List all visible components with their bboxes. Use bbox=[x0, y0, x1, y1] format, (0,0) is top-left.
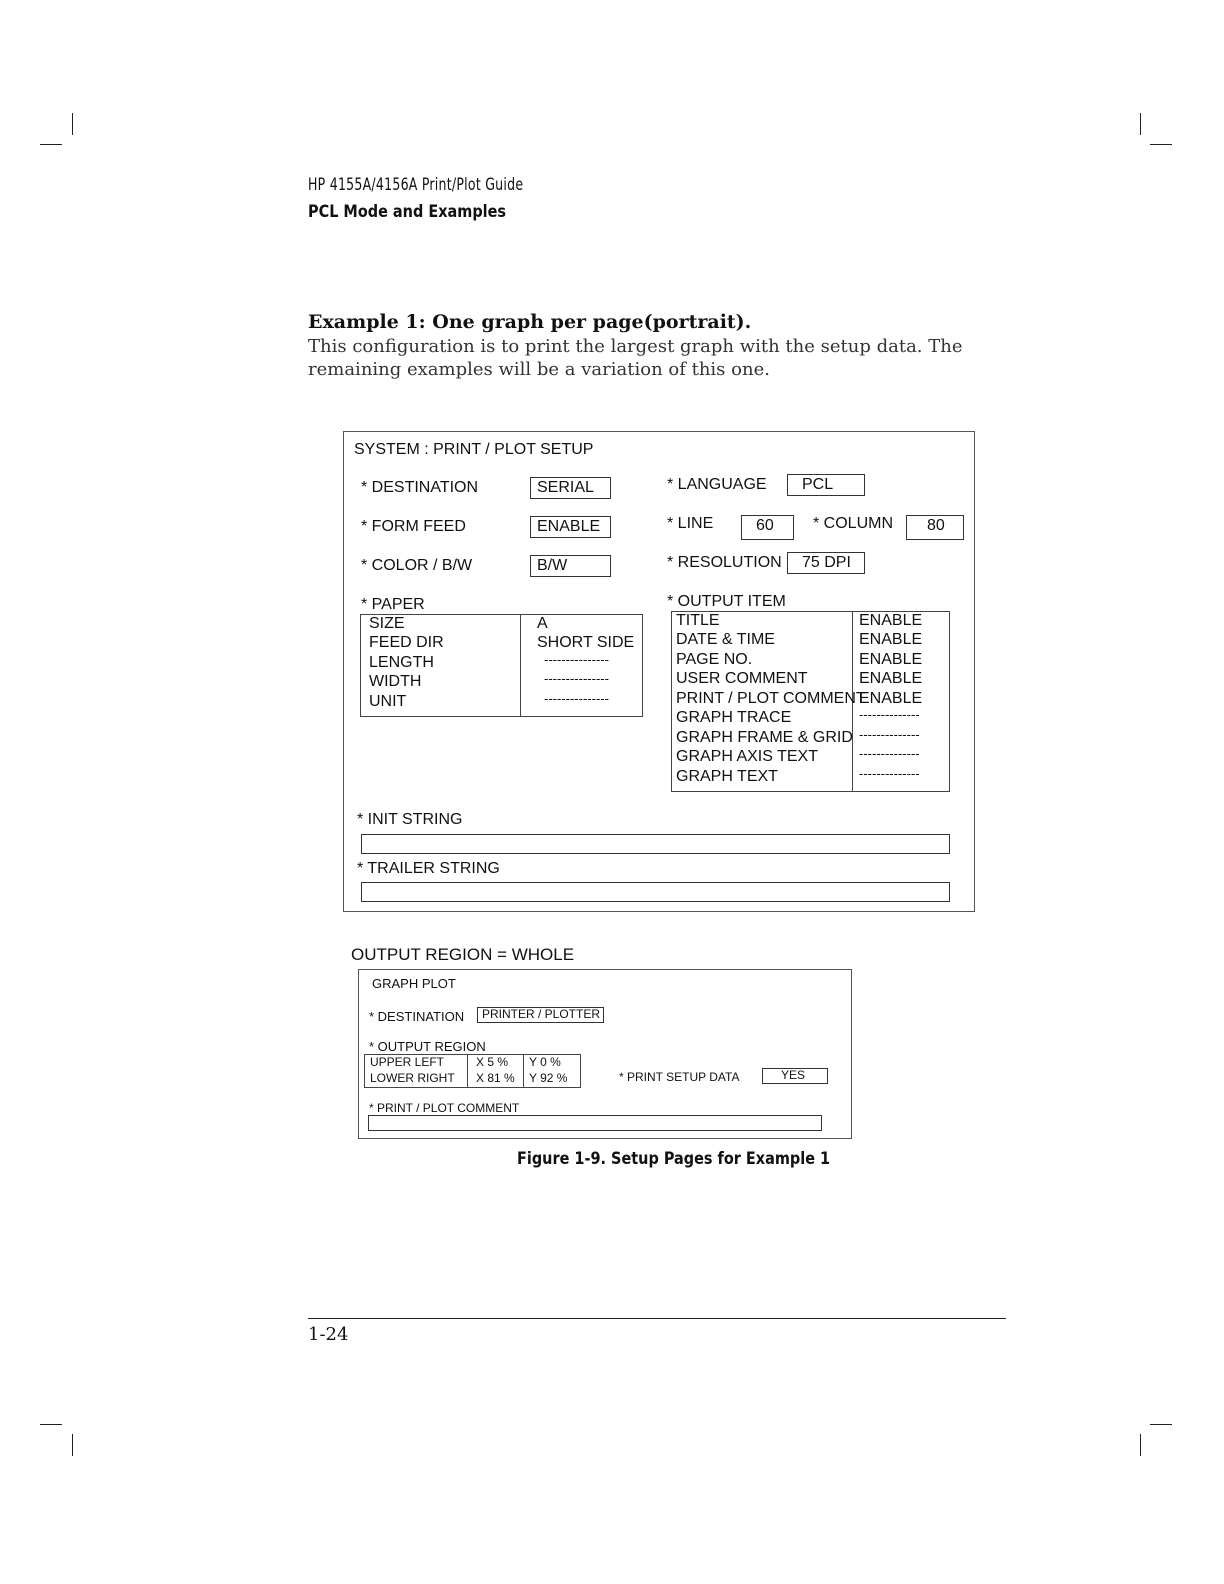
output-row-value[interactable]: ENABLE bbox=[859, 612, 923, 629]
resolution-field[interactable]: 75 DPI bbox=[787, 552, 865, 574]
trailer-string-label: * TRAILER STRING bbox=[357, 860, 500, 877]
destination-label: * DESTINATION bbox=[361, 479, 479, 496]
crop-mark-bottom-left-h bbox=[40, 1424, 62, 1425]
crop-mark-top-left-v bbox=[72, 113, 73, 135]
graph-destination-field[interactable]: PRINTER / PLOTTER bbox=[477, 1007, 604, 1023]
paper-label: * PAPER bbox=[361, 596, 425, 613]
output-row-name: DATE & TIME bbox=[676, 631, 775, 648]
paper-row-value[interactable]: --------------- bbox=[544, 691, 609, 706]
page-number: 1-24 bbox=[308, 1324, 349, 1345]
crop-mark-top-right-v bbox=[1140, 113, 1141, 135]
trailer-string-field[interactable] bbox=[361, 882, 950, 902]
output-row-name: TITLE bbox=[676, 612, 720, 629]
crop-mark-top-left-h bbox=[40, 144, 62, 145]
print-setup-data-field[interactable]: YES bbox=[762, 1068, 828, 1084]
output-item-label: * OUTPUT ITEM bbox=[667, 593, 786, 610]
paper-row-value[interactable]: --------------- bbox=[544, 671, 609, 686]
paper-row-name: FEED DIR bbox=[369, 634, 444, 651]
running-title: HP 4155A/4156A Print/Plot Guide bbox=[308, 175, 524, 195]
output-region-heading: OUTPUT REGION = WHOLE bbox=[351, 945, 575, 964]
output-region-label: * OUTPUT REGION bbox=[369, 1039, 486, 1054]
figure-caption: Figure 1-9. Setup Pages for Example 1 bbox=[517, 1149, 831, 1169]
output-row-value[interactable]: -------------- bbox=[859, 766, 920, 781]
setup-panel bbox=[343, 431, 975, 912]
crop-mark-bottom-left-v bbox=[72, 1434, 73, 1456]
region-table-divider-1 bbox=[467, 1055, 468, 1087]
plot-comment-label: * PRINT / PLOT COMMENT bbox=[369, 1101, 520, 1115]
setup-title: SYSTEM : PRINT / PLOT SETUP bbox=[354, 441, 594, 458]
upper-left-y[interactable]: Y 0 % bbox=[529, 1055, 561, 1069]
paper-row-value[interactable]: SHORT SIDE bbox=[537, 634, 635, 651]
output-row-name: GRAPH AXIS TEXT bbox=[676, 748, 818, 765]
section-title: PCL Mode and Examples bbox=[308, 202, 507, 222]
graph-plot-title: GRAPH PLOT bbox=[372, 976, 456, 991]
color-field[interactable]: B/W bbox=[530, 555, 611, 577]
output-item-table bbox=[671, 611, 950, 792]
lower-right-y[interactable]: Y 92 % bbox=[529, 1071, 568, 1085]
output-row-value[interactable]: ENABLE bbox=[859, 690, 923, 707]
output-row-value[interactable]: ENABLE bbox=[859, 670, 923, 687]
output-row-value[interactable]: -------------- bbox=[859, 707, 920, 722]
crop-mark-top-right-h bbox=[1150, 144, 1172, 145]
line-field[interactable]: 60 bbox=[741, 515, 794, 540]
output-row-name: PRINT / PLOT COMMENT bbox=[676, 690, 866, 707]
language-label: * LANGUAGE bbox=[667, 476, 767, 493]
color-label: * COLOR / B/W bbox=[361, 557, 473, 574]
output-row-value[interactable]: ENABLE bbox=[859, 631, 923, 648]
column-label: * COLUMN bbox=[813, 515, 894, 532]
destination-field[interactable]: SERIAL bbox=[530, 477, 611, 499]
graph-destination-label: * DESTINATION bbox=[369, 1009, 465, 1024]
crop-mark-bottom-right-h bbox=[1150, 1424, 1172, 1425]
init-string-field[interactable] bbox=[361, 834, 950, 854]
example-body: This configuration is to print the largest graph with the setup data. The remaining examples will be a variation of this one. bbox=[308, 336, 963, 380]
line-label: * LINE bbox=[667, 515, 714, 532]
resolution-label: * RESOLUTION bbox=[667, 554, 782, 571]
lower-right-label: LOWER RIGHT bbox=[370, 1071, 455, 1085]
column-field[interactable]: 80 bbox=[906, 515, 964, 540]
form-feed-label: * FORM FEED bbox=[361, 518, 466, 535]
graph-plot-panel bbox=[358, 969, 852, 1139]
output-row-value[interactable]: -------------- bbox=[859, 746, 920, 761]
region-table-divider-2 bbox=[523, 1055, 524, 1087]
output-row-value[interactable]: ENABLE bbox=[859, 651, 923, 668]
output-row-name: GRAPH FRAME & GRID bbox=[676, 729, 853, 746]
plot-comment-field[interactable] bbox=[368, 1115, 822, 1131]
paper-row-name: UNIT bbox=[369, 693, 407, 710]
footer-rule bbox=[308, 1318, 1006, 1319]
paper-row-value[interactable]: A bbox=[537, 615, 548, 632]
output-row-value[interactable]: -------------- bbox=[859, 727, 920, 742]
paper-row-name: LENGTH bbox=[369, 654, 434, 671]
language-field[interactable]: PCL bbox=[787, 474, 865, 496]
paper-row-name: WIDTH bbox=[369, 673, 422, 690]
lower-right-x[interactable]: X 81 % bbox=[476, 1071, 515, 1085]
output-row-name: GRAPH TRACE bbox=[676, 709, 792, 726]
example-title: Example 1: One graph per page(portrait). bbox=[308, 311, 752, 333]
output-row-name: USER COMMENT bbox=[676, 670, 808, 687]
crop-mark-bottom-right-v bbox=[1140, 1434, 1141, 1456]
upper-left-x[interactable]: X 5 % bbox=[476, 1055, 509, 1069]
paper-table-divider bbox=[520, 615, 521, 716]
output-row-name: PAGE NO. bbox=[676, 651, 753, 668]
output-row-name: GRAPH TEXT bbox=[676, 768, 778, 785]
paper-row-value[interactable]: --------------- bbox=[544, 652, 609, 667]
upper-left-label: UPPER LEFT bbox=[370, 1055, 445, 1069]
paper-row-name: SIZE bbox=[369, 615, 405, 632]
print-setup-data-label: * PRINT SETUP DATA bbox=[619, 1070, 740, 1084]
init-string-label: * INIT STRING bbox=[357, 811, 463, 828]
paper-table bbox=[360, 614, 643, 717]
form-feed-field[interactable]: ENABLE bbox=[530, 516, 611, 538]
output-region-table bbox=[364, 1054, 581, 1088]
